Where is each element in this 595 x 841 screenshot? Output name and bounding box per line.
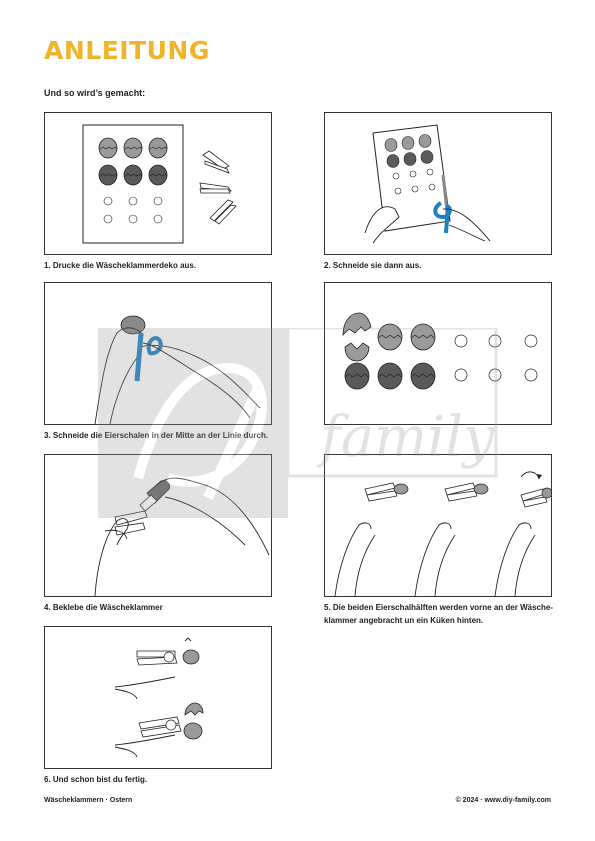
assembling-clothespin-illustration	[325, 455, 551, 596]
step-1-caption: 1. Drucke die Wäscheklammerdeko aus.	[44, 261, 197, 270]
step-4-illustration	[324, 282, 552, 425]
step-6-caption: 6. Und schon bist du fertig.	[44, 775, 148, 784]
footer-right: © 2024 · www.diy-family.com	[455, 797, 551, 804]
egg-parts-illustration	[325, 283, 551, 424]
intro-text: Und so wird’s gemacht:	[44, 88, 146, 98]
footer-left: Wäscheklammern · Ostern	[44, 797, 133, 804]
step-2-caption: 2. Schneide sie dann aus.	[324, 261, 422, 270]
step-3-illustration	[44, 282, 272, 425]
step-6-illustration	[324, 454, 552, 597]
step-5-caption-line-1: 5. Die beiden Eierschalhälften werden vorne an der Wäsche-	[324, 603, 553, 612]
step-2-illustration	[324, 112, 552, 255]
gluing-clothespin-illustration	[45, 455, 271, 596]
step-4-caption: 4. Beklebe die Wäscheklammer	[44, 603, 163, 612]
page-title: ANLEITUNG	[44, 36, 210, 65]
watermark-text: family	[320, 405, 495, 470]
finished-clothespins-illustration	[45, 627, 271, 768]
step-5-caption-line-2: klammer angebracht un ein Küken hinten.	[324, 616, 484, 625]
step-5-illustration	[44, 454, 272, 597]
step-7-illustration	[44, 626, 272, 769]
cutting-egg-illustration	[45, 283, 271, 424]
step-3-caption: 3. Schneide die Eierschalen in der Mitte an der Linie durch.	[44, 431, 269, 440]
printed-sheet-illustration	[45, 113, 271, 254]
step-1-illustration	[44, 112, 272, 255]
cutting-sheet-illustration	[325, 113, 551, 254]
